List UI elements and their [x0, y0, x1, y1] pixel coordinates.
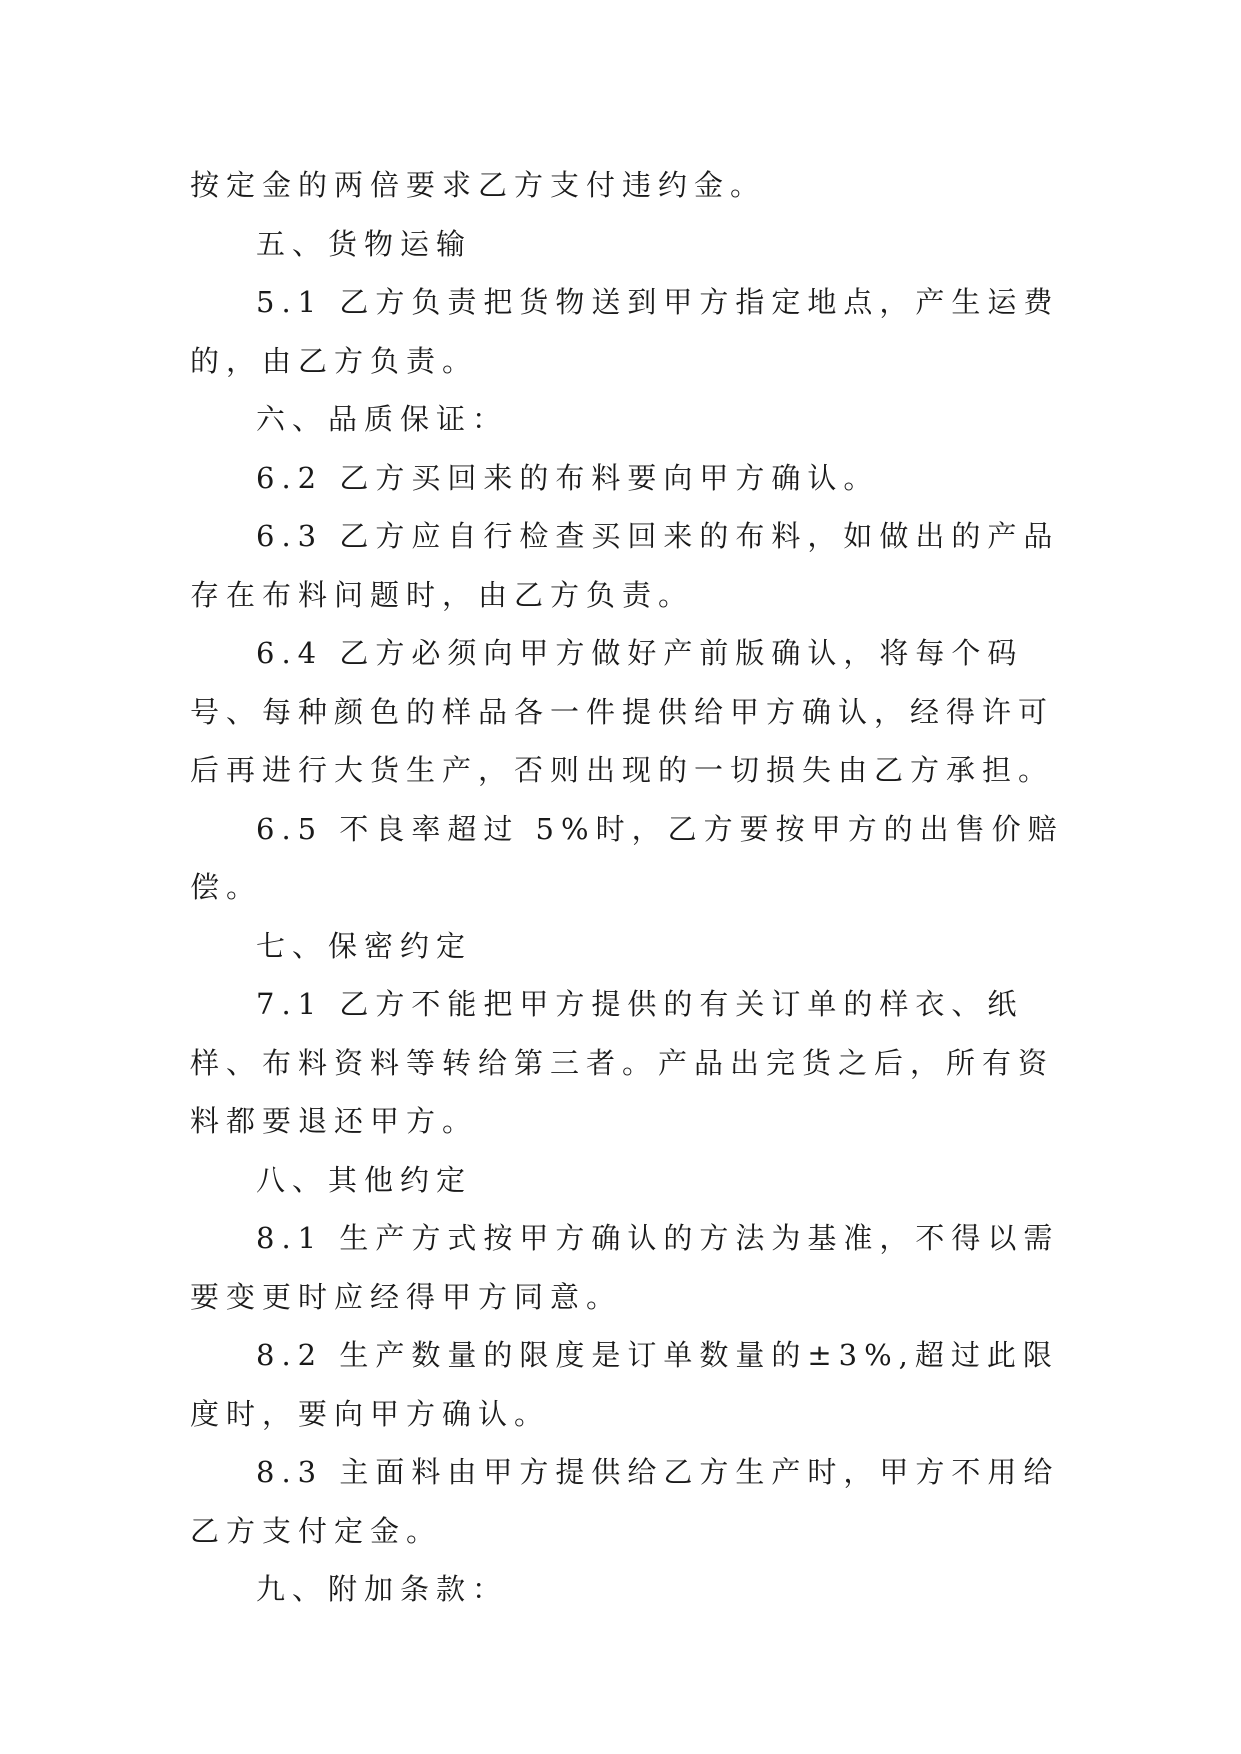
clause-6-4: 6.4 乙方必须向甲方做好产前版确认，将每个码号、每种颜色的样品各一件提供给甲方确认，经得许可后再进行大货生产，否则出现的一切损失由乙方承担。 — [190, 636, 1055, 787]
clause-6-5: 6.5 不良率超过 5%时，乙方要按甲方的出售价赔偿。 — [190, 811, 1064, 904]
clause-8-3: 8.3 主面料由甲方提供给乙方生产时，甲方不用给乙方支付定金。 — [190, 1455, 1060, 1548]
section-heading-9-additional: 九、附加条款： — [256, 1572, 509, 1606]
section-heading-6-quality: 六、品质保证： — [256, 402, 509, 436]
clause-8-2: 8.2 生产数量的限度是订单数量的±3%,超过此限度时，要向甲方确认。 — [190, 1338, 1059, 1431]
contract-body — [190, 156, 1070, 1619]
section-heading-8-other: 八、其他约定 — [256, 1162, 473, 1197]
clause-8-1: 8.1 生产方式按甲方确认的方法为基准，不得以需要变更时应经得甲方同意。 — [190, 1221, 1060, 1314]
clause-6-2: 6.2 乙方买回来的布料要向甲方确认。 — [256, 460, 880, 495]
clause-5-1: 5.1 乙方负责把货物送到甲方指定地点，产生运费的，由乙方负责。 — [190, 285, 1060, 378]
paragraph-penalty-continuation: 按定金的两倍要求乙方支付违约金。 — [190, 168, 767, 202]
section-heading-5-transport: 五、货物运输 — [256, 226, 473, 261]
clause-6-3: 6.3 乙方应自行检查买回来的布料，如做出的产品存在布料问题时，由乙方负责。 — [190, 519, 1060, 612]
section-heading-7-confidentiality: 七、保密约定 — [256, 928, 473, 963]
clause-7-1: 7.1 乙方不能把甲方提供的有关订单的样衣、纸样、布料资料等转给第三者。产品出完货之后，所有资料都要退还甲方。 — [190, 987, 1055, 1138]
